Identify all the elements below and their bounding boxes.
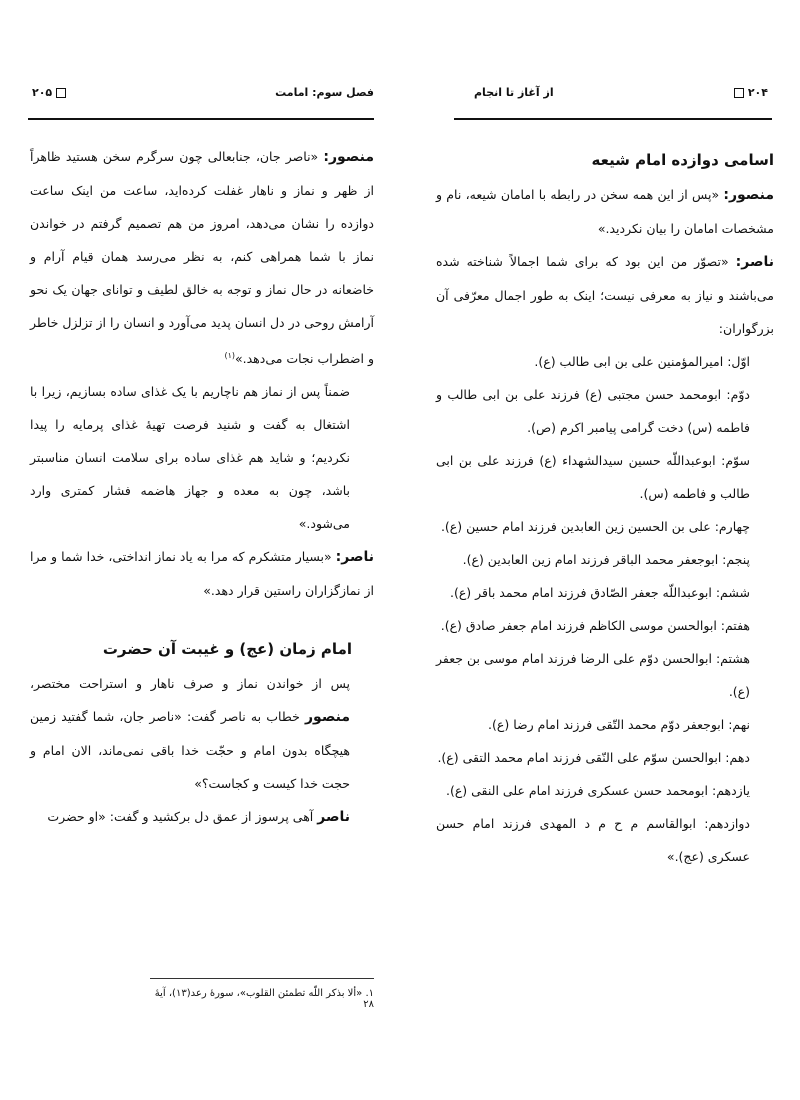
- imam-entry: ششم: ابوعبداللّه جعفر الصّادق فرزند امام محمد باقر (ع).: [450, 585, 750, 600]
- speaker-label: ناصر: [317, 809, 350, 826]
- box-icon: [56, 88, 66, 98]
- footnote: ۱. «ألا بذکر اللّه تطمئن القلوب»، سورهٔ رعد(۱۳)، آیهٔ ۲۸: [154, 988, 374, 1010]
- paragraph-text: آهی پرسوز از عمق دل برکشید و گفت: «او حضرت: [47, 809, 318, 825]
- page-text: [436, 142, 774, 873]
- speaker-label: ناصر:: [735, 254, 774, 270]
- section-heading: امام زمان (عج) و غیبت آن حضرت: [102, 640, 352, 659]
- page-number: ۲۰۵: [32, 86, 53, 99]
- footnote-ref: (۱): [224, 351, 235, 360]
- imam-entry: دوّم: ابومحمد حسن مجتبی (ع) فرزند علی بن ابی طالب و فاطمه (س) دخت گرامی پیامبر اکرم (ص).: [436, 387, 750, 435]
- imam-entry: دوازدهم: ابوالقاسم م ح م د المهدی فرزند امام حسن عسکری (عج).»: [436, 816, 750, 864]
- imam-entry: دهم: ابوالحسن سوّم علی النّقی فرزند امام محمد التقی (ع).: [437, 750, 750, 765]
- paragraph-text: خطاب به ناصر گفت: «ناصر جان، شما گفتید زمین هیچگاه بدون امام و حجّت خدا باقی نمی‌ماند، الان امام و حجت خدا کیست و کجاست؟»: [30, 709, 350, 792]
- page-text: [30, 140, 374, 834]
- running-title: از آغاز تا انجام: [474, 86, 554, 99]
- running-title: فصل سوم: امامت: [275, 86, 374, 99]
- header-rule: [454, 118, 772, 120]
- speaker-label: منصور:: [723, 187, 774, 203]
- paragraph-text: «بسیار متشکرم که مرا به یاد نماز انداختی، خدا شما و مرا از نمازگزاران راستین قرار دهد.»: [30, 549, 374, 599]
- imam-entry: سوّم: ابوعبداللّه حسین سیدالشهداء (ع) فرزند علی بن ابی طالب و فاطمه (س).: [436, 453, 750, 501]
- page-number: ۲۰۴: [747, 86, 768, 99]
- imam-entry: هفتم: ابوالحسن موسی الکاظم فرزند امام جعفر صادق (ع).: [440, 618, 750, 633]
- page-204: [400, 0, 800, 1100]
- imam-entry: اوّل: امیرالمؤمنین علی بن ابی طالب (ع).: [534, 354, 750, 369]
- speaker-label: منصور: [304, 709, 350, 726]
- paragraph-text: «تصوّر من این بود که برای شما اجمالاً شناخته شده می‌باشند و نیاز به معرفی نیست؛ اینک به طور اجمال معرّفی آن بزرگواران:: [436, 254, 774, 336]
- paragraph: [30, 375, 374, 540]
- paragraph: [30, 667, 374, 800]
- box-icon: [734, 88, 744, 98]
- speaker-label: ناصر:: [335, 549, 374, 566]
- paragraph: [436, 178, 774, 245]
- page-header-205: [28, 84, 374, 106]
- page-header: [420, 84, 772, 106]
- paragraph-text: پس از خواندن نماز و صرف ناهار و استراحت مختصر،: [30, 676, 350, 692]
- imam-entry: هشتم: ابوالحسن دوّم علی الرضا فرزند امام موسی بن جعفر (ع).: [436, 651, 750, 699]
- paragraph: [30, 540, 374, 607]
- section-heading: اسامی دوازده امام شیعه: [591, 151, 774, 169]
- paragraph-text: «پس از این همه سخن در رابطه با امامان شیعه، نام و مشخصات امامان را بیان نکردید.»: [436, 187, 774, 236]
- paragraph: [30, 140, 374, 375]
- footnote-rule: [150, 978, 374, 979]
- imam-entry: نهم: ابوجعفر دوّم محمد التّقی فرزند امام رضا (ع).: [488, 717, 750, 732]
- imam-entry: چهارم: علی بن الحسین زین العابدین فرزند امام حسین (ع).: [440, 519, 750, 534]
- paragraph-text: «ناصر جان، جنابعالی چون سرگرم سخن هستید ظاهراً از ظهر و نماز و ناهار غفلت کرده‌اید، ساعت من اینک ساعت دوازده را نشان می‌دهد، امروز من هم تصمیم گرفتم در خواندن نماز با شما همراهی کنم، به نظر می‌رسد همان قیام آرام و خاضعانه در حال نماز و توجه به خالق لطیف و توانای جهان یک نحو آرامش روحی در دل انسان پدید می‌آورد و انسان را از تزلزل خاطر و اضطراب نجات می‌دهد.»: [30, 149, 374, 367]
- paragraph: [30, 800, 374, 834]
- paragraph: [436, 245, 774, 345]
- imam-entry: پنجم: ابوجعفر محمد الباقر فرزند امام زین العابدین (ع).: [462, 552, 750, 567]
- paragraph-text: ضمناً پس از نماز هم ناچاریم با یک غذای ساده بسازیم، زیرا با اشتغال به گفت و شنید فرصت تهیهٔ غذای پرمایه را پیدا نکردیم؛ و شاید هم غذای ساده برای سلامت انسان مناسبتر باشد، چون به معده و جهاز هاضمه فشار کمتری وارد می‌شود.»: [30, 384, 350, 532]
- speaker-label: منصور:: [323, 149, 374, 165]
- header-rule: [28, 118, 374, 120]
- imam-entry: یازدهم: ابومحمد حسن عسکری فرزند امام علی النقی (ع).: [445, 783, 750, 798]
